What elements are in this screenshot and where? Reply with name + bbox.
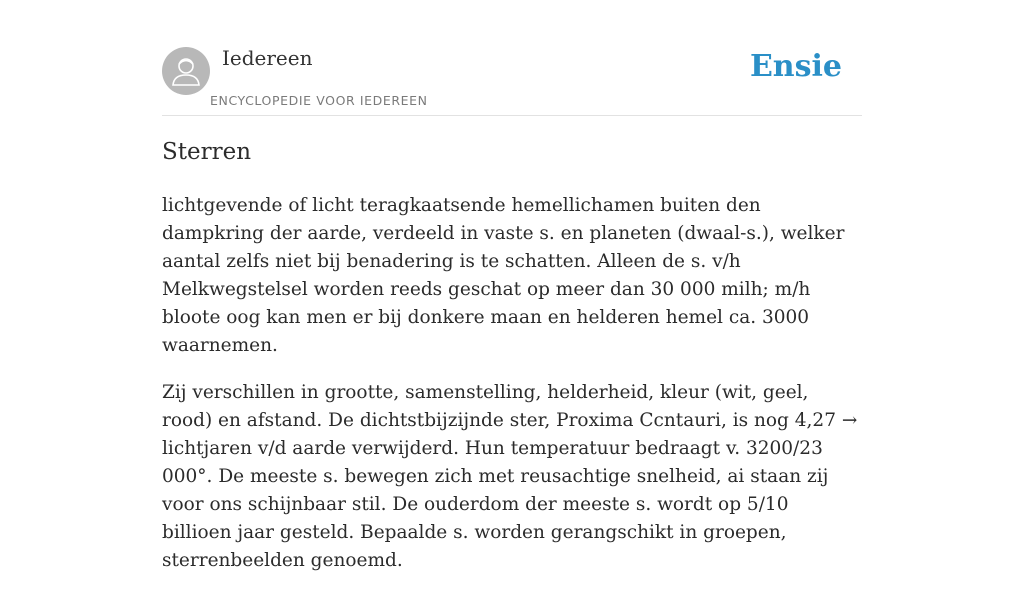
article-body	[162, 192, 862, 594]
article-paragraph: lichtgevende of licht teragkaatsende hemellichamen buiten den dampkring der aarde, verdeeld in vaste s. en planeten (dwaal-s.), welker aantal zelfs niet bij benadering is te schatten. Alleen de s. v/h Melkwegstelsel worden reeds geschat op meer dan 30 000 milh; m/h bloote oog kan men er bij donkere maan en helderen hemel ca. 3000 waarnemen.	[162, 195, 845, 356]
brand-logo[interactable]: Ensie	[749, 49, 842, 84]
author-name[interactable]: Iedereen	[222, 46, 313, 70]
user-avatar-icon[interactable]	[162, 47, 210, 95]
header-divider	[162, 115, 862, 116]
tagline: ENCYCLOPEDIE VOOR IEDEREEN	[210, 93, 428, 108]
article-paragraph: Zij verschillen in grootte, samenstelling, helderheid, kleur (wit, geel, rood) en afstand. De dichtstbijzijnde ster, Proxima Ccntauri, is nog 4,27 → lichtjaren v/d aarde verwijderd. Hun temperatuur bedraagt v. 3200/23 000°. De meeste s. bewegen zich met reusachtige snelheid, ai staan zij voor ons schijnbaar stil. De ouderdom der meeste s. wordt op 5/10 billioen jaar gesteld. Bepaalde s. worden gerangschikt in groepen, sterrenbeelden genoemd.	[162, 382, 858, 571]
article-title: Sterren	[162, 139, 252, 165]
header	[162, 46, 862, 116]
